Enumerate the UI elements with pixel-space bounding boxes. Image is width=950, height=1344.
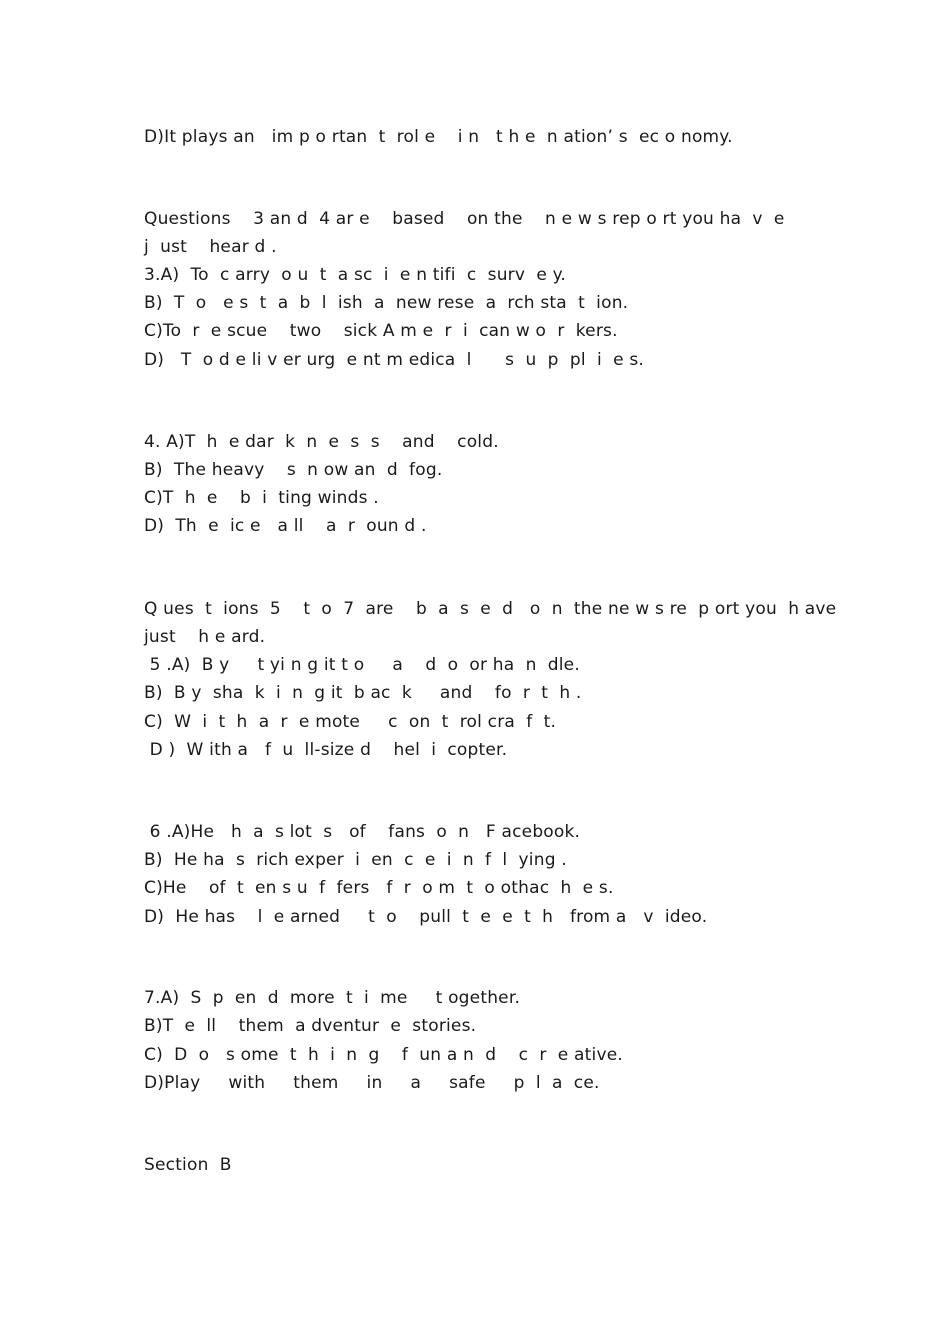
q3-option-b: B) T o e s t a b l ish a new rese a rch sta t ion. [144, 293, 629, 313]
q3-option-a: 3.A) To c arry o u t a sc i e n tifi c surv e y. [144, 265, 567, 285]
q4-option-c: C)T h e b i ting winds . [144, 488, 379, 508]
q5-option-d: D ) W ith a f u ll-size d hel i copter. [144, 740, 508, 760]
q4-option-b: B) The heavy s n ow an d fog. [144, 460, 443, 480]
q5-option-b: B) B y sha k i n g it b ac k and fo r t h . [144, 683, 582, 703]
q7-option-c: C) D o s ome t h i n g f un a n d c r e ative. [144, 1045, 623, 1065]
q7-option-a: 7.A) S p en d more t i me t ogether. [144, 988, 521, 1008]
q5-7-directions-line-1: Q ues t ions 5 t o 7 are b a s e d o n the ne w s re p ort you h ave [144, 599, 837, 619]
q5-option-a: 5 .A) B y t yi n g it t o a d o or ha n dle. [144, 655, 580, 675]
section-b-heading: Section B [144, 1155, 232, 1175]
q6-option-a: 6 .A)He h a s lot s of fans o n F acebook. [144, 822, 581, 842]
q5-7-directions-line-2: just h e ard. [144, 627, 266, 647]
q3-option-d: D) T o d e li v er urg e nt m edica l s u p pl i e s. [144, 350, 645, 370]
q4-option-a: 4. A)T h e dar k n e s s and cold. [144, 432, 499, 452]
q6-option-c: C)He of t en s u f fers f r o m t o othac h e s. [144, 878, 614, 898]
q5-option-c: C) W i t h a r e mote c on t rol cra f t. [144, 712, 557, 732]
q7-option-b: B)T e ll them a dventur e stories. [144, 1016, 477, 1036]
q3-option-c: C)To r e scue two sick A m e r i can w o r kers. [144, 321, 618, 341]
q3-4-directions-line-2: j ust hear d . [144, 237, 277, 257]
q6-option-d: D) He has l e arned t o pull t e e t h from a v ideo. [144, 907, 708, 927]
q4-option-d: D) Th e ic e a ll a r oun d . [144, 516, 427, 536]
q3-4-directions-line-1: Questions 3 an d 4 ar e based on the n e w s rep o rt you ha v e [144, 209, 785, 229]
q7-option-d: D)Play with them in a safe p l a ce. [144, 1073, 600, 1093]
q6-option-b: B) He ha s rich exper i en c e i n f l ying . [144, 850, 567, 870]
q2-option-d: D)It plays an im p o rtan t rol e i n t h e n ation’ s ec o nomy. [144, 127, 733, 147]
